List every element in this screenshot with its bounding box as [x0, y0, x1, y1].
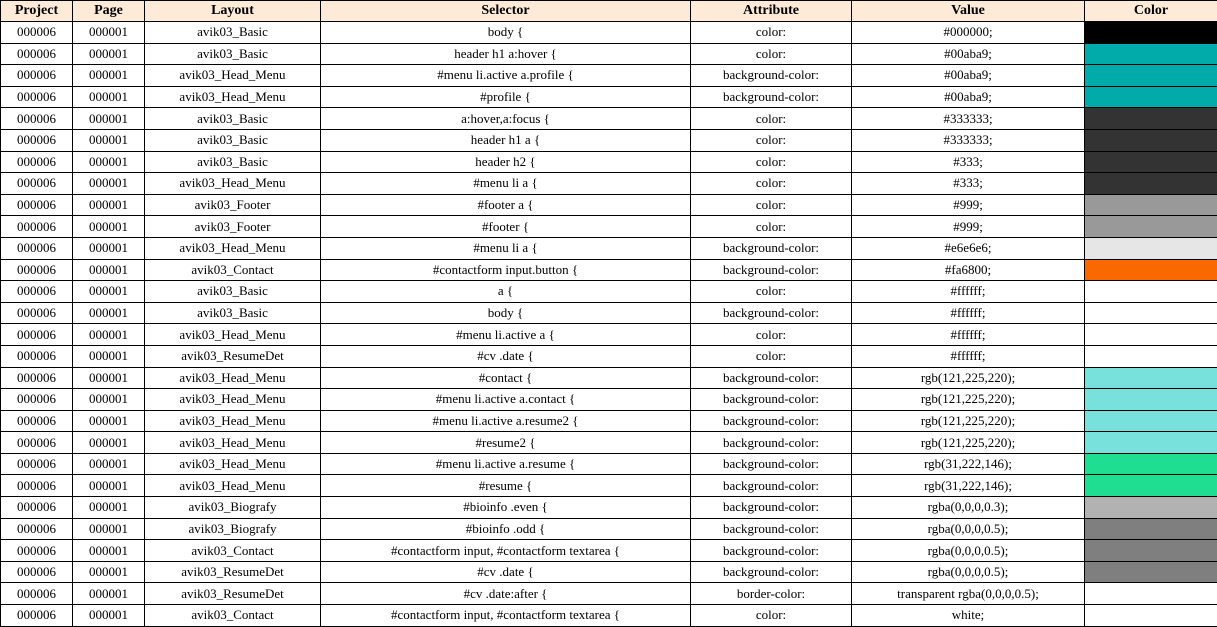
table-row	[1, 324, 1217, 346]
layout-cell: avik03_Basic	[145, 151, 321, 173]
column-header-attribute: Attribute	[691, 1, 852, 22]
project-cell: 000006	[1, 194, 73, 216]
attribute-cell: background-color:	[691, 367, 852, 389]
page-cell: 000001	[73, 324, 145, 346]
table-row	[1, 389, 1217, 411]
table-row	[1, 367, 1217, 389]
value-cell: #ffffff;	[852, 302, 1085, 324]
layout-cell: avik03_Footer	[145, 216, 321, 238]
attribute-cell: background-color:	[691, 561, 852, 583]
page-cell: 000001	[73, 151, 145, 173]
value-cell: #ffffff;	[852, 345, 1085, 367]
value-cell: rgba(0,0,0,0.5);	[852, 540, 1085, 562]
attribute-cell: color:	[691, 194, 852, 216]
value-cell: rgb(121,225,220);	[852, 410, 1085, 432]
color-swatch	[1085, 324, 1217, 346]
attribute-cell: color:	[691, 22, 852, 44]
color-swatch	[1085, 151, 1217, 173]
page-cell: 000001	[73, 561, 145, 583]
selector-cell: body {	[321, 302, 691, 324]
attribute-cell: border-color:	[691, 583, 852, 605]
value-cell: white;	[852, 605, 1085, 627]
selector-cell: #cv .date {	[321, 561, 691, 583]
value-cell: rgba(0,0,0,0.5);	[852, 518, 1085, 540]
attribute-cell: color:	[691, 173, 852, 195]
page-cell: 000001	[73, 129, 145, 151]
color-swatch	[1085, 561, 1217, 583]
project-cell: 000006	[1, 518, 73, 540]
color-swatch	[1085, 173, 1217, 195]
selector-cell: #menu li.active a.profile {	[321, 65, 691, 87]
layout-cell: avik03_Head_Menu	[145, 453, 321, 475]
color-swatch	[1085, 43, 1217, 65]
value-cell: #00aba9;	[852, 86, 1085, 108]
page-cell: 000001	[73, 108, 145, 130]
value-cell: #333333;	[852, 129, 1085, 151]
attribute-cell: background-color:	[691, 86, 852, 108]
value-cell: #e6e6e6;	[852, 237, 1085, 259]
page-cell: 000001	[73, 237, 145, 259]
color-swatch	[1085, 302, 1217, 324]
selector-cell: header h2 {	[321, 151, 691, 173]
table-row	[1, 194, 1217, 216]
column-header-value: Value	[852, 1, 1085, 22]
page-cell: 000001	[73, 389, 145, 411]
layout-cell: avik03_Biografy	[145, 497, 321, 519]
selector-cell: header h1 a:hover {	[321, 43, 691, 65]
selector-cell: a:hover,a:focus {	[321, 108, 691, 130]
project-cell: 000006	[1, 108, 73, 130]
color-swatch	[1085, 453, 1217, 475]
project-cell: 000006	[1, 22, 73, 44]
attribute-cell: color:	[691, 108, 852, 130]
page-cell: 000001	[73, 453, 145, 475]
project-cell: 000006	[1, 237, 73, 259]
attribute-cell: background-color:	[691, 453, 852, 475]
value-cell: rgb(121,225,220);	[852, 367, 1085, 389]
project-cell: 000006	[1, 389, 73, 411]
page-cell: 000001	[73, 410, 145, 432]
selector-cell: #footer a {	[321, 194, 691, 216]
selector-cell: #menu li a {	[321, 237, 691, 259]
table-row	[1, 43, 1217, 65]
color-swatch	[1085, 345, 1217, 367]
layout-cell: avik03_Basic	[145, 129, 321, 151]
selector-cell: #footer {	[321, 216, 691, 238]
color-swatch	[1085, 22, 1217, 44]
page-cell: 000001	[73, 432, 145, 454]
layout-cell: avik03_Basic	[145, 22, 321, 44]
value-cell: rgba(0,0,0,0.3);	[852, 497, 1085, 519]
color-swatch	[1085, 129, 1217, 151]
attribute-cell: background-color:	[691, 410, 852, 432]
selector-cell: #resume {	[321, 475, 691, 497]
attribute-cell: color:	[691, 324, 852, 346]
attribute-cell: background-color:	[691, 302, 852, 324]
column-header-page: Page	[73, 1, 145, 22]
project-cell: 000006	[1, 605, 73, 627]
project-cell: 000006	[1, 432, 73, 454]
selector-cell: a {	[321, 281, 691, 303]
selector-cell: #resume2 {	[321, 432, 691, 454]
color-swatch	[1085, 216, 1217, 238]
selector-cell: #menu li a {	[321, 173, 691, 195]
selector-cell: body {	[321, 22, 691, 44]
selector-cell: #menu li.active a {	[321, 324, 691, 346]
layout-cell: avik03_Footer	[145, 194, 321, 216]
layout-cell: avik03_Head_Menu	[145, 86, 321, 108]
column-header-color: Color	[1085, 1, 1217, 22]
page-cell: 000001	[73, 497, 145, 519]
page-cell: 000001	[73, 367, 145, 389]
layout-cell: avik03_Head_Menu	[145, 173, 321, 195]
selector-cell: #cv .date:after {	[321, 583, 691, 605]
layout-cell: avik03_ResumeDet	[145, 561, 321, 583]
value-cell: rgb(121,225,220);	[852, 432, 1085, 454]
attribute-cell: color:	[691, 605, 852, 627]
column-header-project: Project	[1, 1, 73, 22]
table-row	[1, 281, 1217, 303]
table-row	[1, 302, 1217, 324]
table-row	[1, 410, 1217, 432]
attribute-cell: background-color:	[691, 432, 852, 454]
project-cell: 000006	[1, 410, 73, 432]
table-row	[1, 86, 1217, 108]
project-cell: 000006	[1, 345, 73, 367]
value-cell: #00aba9;	[852, 65, 1085, 87]
color-swatch	[1085, 583, 1217, 605]
project-cell: 000006	[1, 302, 73, 324]
page-cell: 000001	[73, 345, 145, 367]
value-cell: transparent rgba(0,0,0,0.5);	[852, 583, 1085, 605]
layout-cell: avik03_Head_Menu	[145, 65, 321, 87]
table-body	[1, 22, 1217, 627]
attribute-cell: color:	[691, 43, 852, 65]
color-swatch	[1085, 410, 1217, 432]
attribute-cell: background-color:	[691, 65, 852, 87]
attribute-cell: color:	[691, 216, 852, 238]
layout-cell: avik03_Basic	[145, 108, 321, 130]
project-cell: 000006	[1, 173, 73, 195]
project-cell: 000006	[1, 367, 73, 389]
layout-cell: avik03_Basic	[145, 281, 321, 303]
selector-cell: #menu li.active a.resume {	[321, 453, 691, 475]
value-cell: #999;	[852, 194, 1085, 216]
page-cell: 000001	[73, 281, 145, 303]
page-cell: 000001	[73, 86, 145, 108]
table-row	[1, 216, 1217, 238]
value-cell: rgba(0,0,0,0.5);	[852, 561, 1085, 583]
layout-cell: avik03_ResumeDet	[145, 583, 321, 605]
layout-cell: avik03_Head_Menu	[145, 367, 321, 389]
project-cell: 000006	[1, 216, 73, 238]
project-cell: 000006	[1, 583, 73, 605]
page-cell: 000001	[73, 518, 145, 540]
value-cell: rgb(31,222,146);	[852, 453, 1085, 475]
table-row	[1, 561, 1217, 583]
table-row	[1, 518, 1217, 540]
selector-cell: #contactform input, #contactform textarea {	[321, 605, 691, 627]
value-cell: #333;	[852, 151, 1085, 173]
value-cell: #ffffff;	[852, 324, 1085, 346]
value-cell: rgb(121,225,220);	[852, 389, 1085, 411]
project-cell: 000006	[1, 129, 73, 151]
value-cell: #fa6800;	[852, 259, 1085, 281]
project-cell: 000006	[1, 475, 73, 497]
project-cell: 000006	[1, 151, 73, 173]
table-header	[1, 1, 1217, 22]
page-cell: 000001	[73, 22, 145, 44]
table-row	[1, 583, 1217, 605]
color-swatch	[1085, 497, 1217, 519]
page-cell: 000001	[73, 475, 145, 497]
value-cell: #333333;	[852, 108, 1085, 130]
table-row	[1, 108, 1217, 130]
page-cell: 000001	[73, 259, 145, 281]
project-cell: 000006	[1, 43, 73, 65]
page-cell: 000001	[73, 302, 145, 324]
page-cell: 000001	[73, 43, 145, 65]
selector-cell: #contactform input.button {	[321, 259, 691, 281]
table-row	[1, 432, 1217, 454]
value-cell: #ffffff;	[852, 281, 1085, 303]
page-cell: 000001	[73, 216, 145, 238]
layout-cell: avik03_Head_Menu	[145, 389, 321, 411]
color-swatch	[1085, 108, 1217, 130]
selector-cell: #bioinfo .even {	[321, 497, 691, 519]
page-cell: 000001	[73, 605, 145, 627]
color-swatch	[1085, 367, 1217, 389]
attribute-cell: color:	[691, 281, 852, 303]
selector-cell: #menu li.active a.resume2 {	[321, 410, 691, 432]
value-cell: #00aba9;	[852, 43, 1085, 65]
page-cell: 000001	[73, 583, 145, 605]
color-swatch	[1085, 605, 1217, 627]
color-swatch	[1085, 65, 1217, 87]
project-cell: 000006	[1, 324, 73, 346]
project-cell: 000006	[1, 259, 73, 281]
value-cell: #999;	[852, 216, 1085, 238]
selector-cell: #contactform input, #contactform textarea {	[321, 540, 691, 562]
layout-cell: avik03_Head_Menu	[145, 410, 321, 432]
color-swatch	[1085, 259, 1217, 281]
table-row	[1, 237, 1217, 259]
page-cell: 000001	[73, 540, 145, 562]
page-cell: 000001	[73, 65, 145, 87]
layout-cell: avik03_Basic	[145, 302, 321, 324]
layout-cell: avik03_Contact	[145, 259, 321, 281]
layout-cell: avik03_Head_Menu	[145, 324, 321, 346]
table-row	[1, 173, 1217, 195]
value-cell: rgb(31,222,146);	[852, 475, 1085, 497]
table-row	[1, 259, 1217, 281]
color-swatch	[1085, 86, 1217, 108]
table-row	[1, 151, 1217, 173]
table-row	[1, 605, 1217, 627]
attribute-cell: background-color:	[691, 237, 852, 259]
layout-cell: avik03_Contact	[145, 540, 321, 562]
attribute-cell: background-color:	[691, 518, 852, 540]
selector-cell: header h1 a {	[321, 129, 691, 151]
table-row	[1, 22, 1217, 44]
layout-cell: avik03_ResumeDet	[145, 345, 321, 367]
attribute-cell: color:	[691, 345, 852, 367]
project-cell: 000006	[1, 281, 73, 303]
table-row	[1, 345, 1217, 367]
project-cell: 000006	[1, 497, 73, 519]
attribute-cell: color:	[691, 129, 852, 151]
attribute-cell: color:	[691, 151, 852, 173]
header-row	[1, 1, 1217, 22]
attribute-cell: background-color:	[691, 540, 852, 562]
value-cell: #333;	[852, 173, 1085, 195]
layout-cell: avik03_Head_Menu	[145, 432, 321, 454]
color-swatch	[1085, 281, 1217, 303]
project-cell: 000006	[1, 540, 73, 562]
selector-cell: #bioinfo .odd {	[321, 518, 691, 540]
table-row	[1, 65, 1217, 87]
selector-cell: #profile {	[321, 86, 691, 108]
selector-cell: #menu li.active a.contact {	[321, 389, 691, 411]
layout-cell: avik03_Head_Menu	[145, 237, 321, 259]
color-swatch	[1085, 432, 1217, 454]
selector-cell: #contact {	[321, 367, 691, 389]
value-cell: #000000;	[852, 22, 1085, 44]
attribute-cell: background-color:	[691, 389, 852, 411]
color-swatch	[1085, 237, 1217, 259]
layout-cell: avik03_Basic	[145, 43, 321, 65]
project-cell: 000006	[1, 65, 73, 87]
attribute-cell: background-color:	[691, 475, 852, 497]
table-row	[1, 475, 1217, 497]
table-row	[1, 497, 1217, 519]
project-cell: 000006	[1, 561, 73, 583]
color-swatch	[1085, 389, 1217, 411]
table-row	[1, 129, 1217, 151]
attribute-cell: background-color:	[691, 259, 852, 281]
selector-cell: #cv .date {	[321, 345, 691, 367]
layout-cell: avik03_Head_Menu	[145, 475, 321, 497]
color-swatch	[1085, 540, 1217, 562]
column-header-layout: Layout	[145, 1, 321, 22]
page-cell: 000001	[73, 194, 145, 216]
table-row	[1, 453, 1217, 475]
color-swatch	[1085, 194, 1217, 216]
table-row	[1, 540, 1217, 562]
color-swatch	[1085, 518, 1217, 540]
attribute-cell: background-color:	[691, 497, 852, 519]
layout-cell: avik03_Biografy	[145, 518, 321, 540]
color-swatch	[1085, 475, 1217, 497]
column-header-selector: Selector	[321, 1, 691, 22]
page-cell: 000001	[73, 173, 145, 195]
layout-cell: avik03_Contact	[145, 605, 321, 627]
project-cell: 000006	[1, 86, 73, 108]
project-cell: 000006	[1, 453, 73, 475]
